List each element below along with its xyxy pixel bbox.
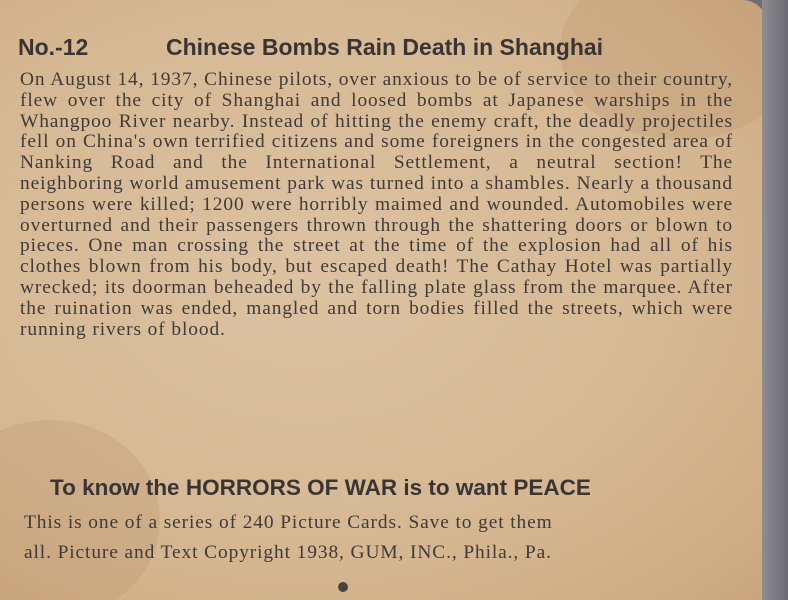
peace-slogan: To know the HORRORS OF WAR is to want PEACE <box>50 475 591 500</box>
footer-line-series: This is one of a series of 240 Picture Cards. Save to get them <box>24 512 553 533</box>
card-body-text: On August 14, 1937, Chinese pilots, over anxious to be of service to their country, flew over the city of Shanghai and loosed bombs at Japanese warships in the Whangpoo River nearby. Instead of hitting the enemy craft, the deadly projectiles fell on China's own terrified citizens and some foreigners in the congested area of Nanking Road and the International Settlement, a neutral section! The neighboring world amusement park was turned into a shambles. Nearly a thousand persons were killed; 1200 were horribly maimed and wounded. Automobiles were overturned and their passengers thrown through the shattering doors or blown to pieces. One man crossing the street at the time of the explosion had all of his clothes blown from his body, but escaped death! The Cathay Hotel was partially wrecked; its doorman beheaded by the falling plate glass from the marquee. After the ruination was ended, mangled and torn bodies filled the streets, which were running rivers of blood. <box>20 69 733 340</box>
copyright-footer <box>24 508 736 568</box>
scan-background-edge <box>762 0 788 600</box>
bullet-mark <box>338 582 348 592</box>
card-title: Chinese Bombs Rain Death in Shanghai <box>166 34 604 60</box>
card-number: No.-12 <box>18 34 89 60</box>
footer-line-copyright: all. Picture and Text Copyright 1938, GUM, INC., Phila., Pa. <box>24 542 552 563</box>
card-header <box>18 34 738 64</box>
